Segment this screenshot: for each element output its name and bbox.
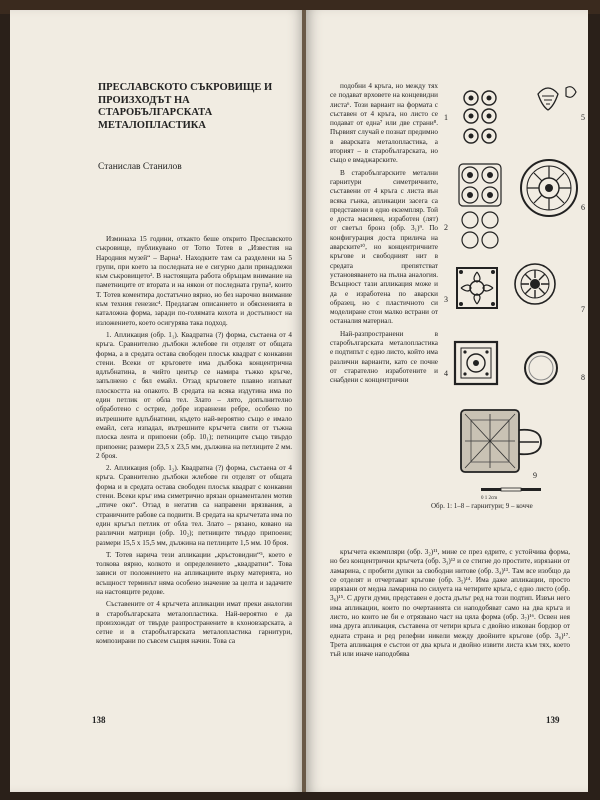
right-column-text (330, 82, 438, 389)
paragraph: Т. Тотев нарича тези апликации „кръстовидни“⁵, което е толкова вярно, колкото и определението „квадратни“. Това зависи от положението на апликациите върху материята, но всъщност терминът няма особено значение за целта и задачите на настоящите редове. (96, 550, 292, 596)
left-page (10, 10, 304, 792)
artifact-1 (464, 91, 496, 143)
paragraph: Най-разпространени в старобългарската металопластика е подтипът с едно листо, който има различни варианти, като се почне от старателно изработените и снабдени с концентрични (330, 329, 438, 385)
artifact-8 (525, 352, 557, 384)
paragraph: подобни 4 кръга, но между тях се подават врховете на концевидни листа⁶. Този вариант на формата с съставен от 4 кръга, но листо се подават от една⁷ или две страни⁸. Първият случай е познат предимно в аварската металопластика, а вторият – в старобългарската, но също е вмаджарските. (330, 82, 438, 165)
artifact-9 (461, 410, 541, 472)
figure-artifacts (441, 80, 588, 500)
page-number-right: 139 (546, 715, 560, 725)
paragraph: 1. Апликация (обр. 1₁). Квадратна (?) форма, състаена от 4 кръга. Сравнително дълбоки жлебове ги отделят от общата форма, а в средата остава свободен плосък квадрат с конкавни стени. Всеки от кръговете има дълбока концентрична вдлъбнатина, в чийто център се намира тъжко кръгче, запълнено с бял емайл. Отзад кръговете плавно изпъват плоскостта на опакото. В средата на всяка издутина има по един петлик от обла тел. Злато – лято, допълнително обработено с остриe, добре изравнени ребре, особено по вътрешните вдлъбнатини, където най-вероятно също е имало емайл, сега изпадал, вътрешните кръгчета свити от тъжна плоска лента и припоени (обр. 10₁); петниците също твърдо припоени; размери 23,5 x 23,5 мм, дължина на петлиците 2 мм. 2 броя. (96, 330, 292, 460)
figure-number: 2 (444, 223, 448, 232)
right-page (306, 10, 588, 792)
paragraph: 2. Апликация (обр. 1₂). Квадратна (?) форма, състаена от 4 кръга. Сравнително дълбоки жлебове ги отделят от общата форма и в средата остава свободен плосък квадрат с конкавни стени. Всеки кръг има симетрично врязан орнаментален мотив „птиче око“. Отзад в негатив са направени врязвания, а страничните рабове са подвити. В средата на кръгчетата има по един кръгъл петлик от обла тел. Злато – рязано, ковано на различни матрици (обр. 10₂); петниците твърдо припоени; размери 15,5 x 15,5 мм, дължина на петлиците 1,5 мм. 10 броя. (96, 464, 292, 547)
figure-number: 6 (581, 203, 585, 212)
artifact-5 (538, 87, 576, 110)
paragraph: В старобългарските метални гарнитури симетричните, съставени от 4 кръга с листа вън всяка гънка, апликации засега са представени в едно екземпляр. Той е доста масивен, изработен (лят) от светъл бронз (обр. 3₁)⁹. По конфигурация доста прилича на аварските¹⁰, но концентричните кръгове и свободният нит в средата препятстват установяването на пълна аналогия. Всъщност тази апликация може и да е изработена по аварски образец, но с пластичното си моделиране стои малко встрани от останалия материал. (330, 168, 438, 326)
figure-number: 1 (444, 113, 448, 122)
paragraph: Изминаха 15 години, откакто беше открито Преславското съкровище, публикувано от Тотю Тотев в „Известия на Народния музей“ – Варна¹. Находките там са разделени на 5 групи, при което за последната не е сигурно дали принадлежи към съкровището². В настоящата работа обръщам внимание на паметниците от втората и на някои от последната група³, които Т. Тотев коментира достатъчно вярно, но без нарочно внимание към техния генезис⁴. Предлагам описанието и обясненията в каталожна форма, заради по-голямата кохота и достъпност на изложението, което осигурява така подход. (96, 235, 292, 327)
figure-number: 8 (581, 373, 585, 382)
figure-caption: Обр. 1: 1–8 – гарнитури; 9 – кочче (431, 502, 533, 510)
page-number-left: 138 (92, 715, 106, 725)
artifact-3 (457, 268, 497, 308)
artifact-4 (455, 342, 497, 384)
scale-label: 0 1 2cm (481, 496, 498, 500)
paragraph: Съставените от 4 кръгчета апликации имат преки аналогии в старобългарската металопластика. Най-вероятно е да произхождат от твърде разпространените в кхоновзарската, а сетне и в старобългарската металопластика гарнитури, композирани по съвсем същия начин. Това са (96, 600, 292, 646)
figure-number: 7 (581, 305, 585, 314)
figure-number: 5 (581, 113, 585, 122)
scale-bar (481, 488, 541, 500)
left-body (96, 235, 292, 650)
article-author: Станислав Станилов (98, 162, 182, 172)
paragraph: кръгчета екземпляри (обр. 3₂)¹¹, мине се през едрите, с устойчива форма, но без концентрични кръгчета (обр. 3₃)¹² и се стигне до простите, изрязани от ламарина, с пробити дупки за свободни нитове (обр. 3₄)¹³. Там все изобщо да се отделят и отчертават кръгове (обр. 3₅)¹⁴. Има даже апликации, просто изрязани от медна ламарина по силуета на четирите кръга, с едно листо (обр. 3₆)¹⁵. С други думи, представен е доста дълъг ред на този подтип. Извън него има апликации, които по очертанията си наподобяват само на два кръга и листо, но които не би е отрязвано част на цяла форма (обр. 3₇)¹⁶. Освен нея има друга апликация, съставена от четири кръга с двойно изкован бордюр от едната страна и ред релефни никели между двойните кръгове (обр. 3₈)¹⁷. Трета апликация е състои от два кръга и двойно извити листа към тях, което тъй или иначе наподобява (330, 548, 570, 659)
figure-number: 3 (444, 295, 448, 304)
figure-number: 9 (533, 471, 537, 480)
right-body (330, 548, 570, 663)
artifact-6 (521, 160, 577, 216)
artifact-2 (459, 164, 501, 248)
figure-number: 4 (444, 369, 448, 378)
artifact-7 (515, 264, 555, 304)
article-title: ПРЕСЛАВСКОТО СЪКРОВИЩЕ И ПРОИЗХОДЪТ НА СТАРОБЪЛГАРСКАТА МЕТАЛОПЛАСТИКА (98, 82, 273, 131)
